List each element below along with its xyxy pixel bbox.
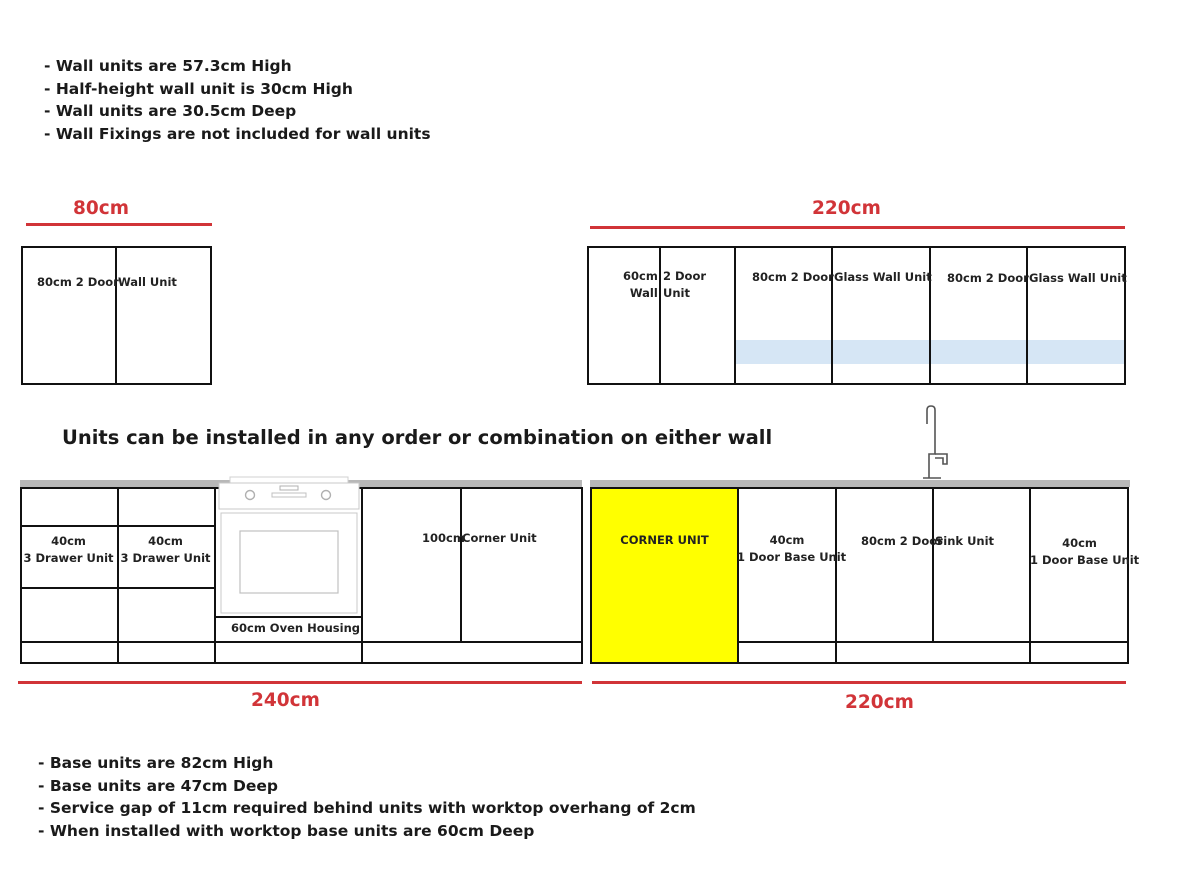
- base-note: - Base units are 47cm Deep: [38, 776, 278, 795]
- base-unit-notes: [38, 752, 696, 842]
- glass-unit-2-label-a: 80cm 2 Door: [947, 271, 1029, 285]
- base-left-dimension-line: [18, 681, 582, 684]
- wall-note: - Wall Fixings are not included for wall units: [44, 124, 431, 143]
- door-base-unit-1-label: 40cm 1 Door Base Unit: [737, 533, 847, 564]
- wall-unit-divider: [929, 246, 931, 385]
- wall-unit-notes: [44, 55, 431, 145]
- wall-right-dimension-line: [590, 226, 1125, 229]
- wall-unit-60cm-label-b: 2 Door Unit: [663, 269, 707, 300]
- plinth-line: [737, 641, 1129, 643]
- base-unit-divider: [932, 487, 934, 641]
- wall-unit-label-b: Wall Unit: [118, 275, 177, 289]
- wall-left-dimension-line: [26, 223, 212, 226]
- corner-unit-100cm-label-b: Corner Unit: [462, 531, 537, 545]
- drawer-unit-2-label: 40cm 3 Drawer Unit: [120, 534, 211, 565]
- door-base-unit-2-label: 40cm 1 Door Base Unit: [1030, 536, 1140, 567]
- drawer-line: [20, 587, 216, 589]
- wall-note: - Half-height wall unit is 30cm High: [44, 79, 353, 98]
- installation-headline: Units can be installed in any order or combination on either wall: [62, 426, 773, 449]
- base-unit-group-220cm: [590, 487, 1140, 664]
- wall-left-dimension-label: 80cm: [73, 198, 129, 219]
- wall-unit-divider: [831, 246, 833, 385]
- drawer-line: [20, 525, 216, 527]
- base-unit-divider: [737, 487, 739, 664]
- base-right-dimension-line: [592, 681, 1126, 684]
- base-note: - Service gap of 11cm required behind units with worktop overhang of 2cm: [38, 799, 696, 817]
- wall-unit-divider: [1026, 246, 1028, 385]
- oven-icon: [216, 477, 362, 617]
- glass-unit-1-label-a: 80cm 2 Door: [752, 270, 834, 284]
- base-note: - When installed with worktop base units are 60cm Deep: [38, 821, 535, 840]
- plinth-line: [20, 641, 583, 643]
- wall-unit-divider: [734, 246, 736, 385]
- drawer-unit-1-label: 40cm 3 Drawer Unit: [23, 534, 114, 565]
- wall-unit-divider: [659, 246, 661, 385]
- sink-unit-label-a: 80cm 2 Door: [861, 534, 943, 548]
- corner-unit-label: CORNER UNIT: [620, 533, 709, 547]
- wall-note: - Wall units are 57.3cm High: [44, 57, 292, 75]
- base-right-dimension-label: 220cm: [845, 692, 914, 713]
- base-unit-divider: [835, 487, 837, 664]
- base-unit-divider: [117, 487, 119, 664]
- glass-unit-1-label-b: Glass Wall Unit: [834, 270, 932, 284]
- wall-unit-label-a: 80cm 2 Door: [37, 275, 119, 289]
- wall-unit-divider: [115, 246, 117, 385]
- wall-note: - Wall units are 30.5cm Deep: [44, 102, 297, 120]
- base-note: - Base units are 82cm High: [38, 754, 274, 772]
- wall-right-dimension-label: 220cm: [812, 198, 881, 219]
- glass-unit-2-label-b: Glass Wall Unit: [1029, 271, 1127, 285]
- wall-unit-60cm-label: 60cm Wall: [623, 269, 658, 300]
- corner-unit-100cm-label-a: 100cm: [422, 531, 465, 545]
- base-left-dimension-label: 240cm: [251, 690, 320, 711]
- tap-icon: [918, 404, 952, 480]
- oven-housing-label: 60cm Oven Housing: [231, 621, 360, 635]
- base-unit-divider: [1029, 487, 1031, 664]
- sink-unit-label-b: Sink Unit: [935, 534, 995, 548]
- wall-unit-group-220cm: [587, 246, 1126, 385]
- worktop-right: [590, 480, 1130, 487]
- base-unit-divider: [460, 487, 462, 641]
